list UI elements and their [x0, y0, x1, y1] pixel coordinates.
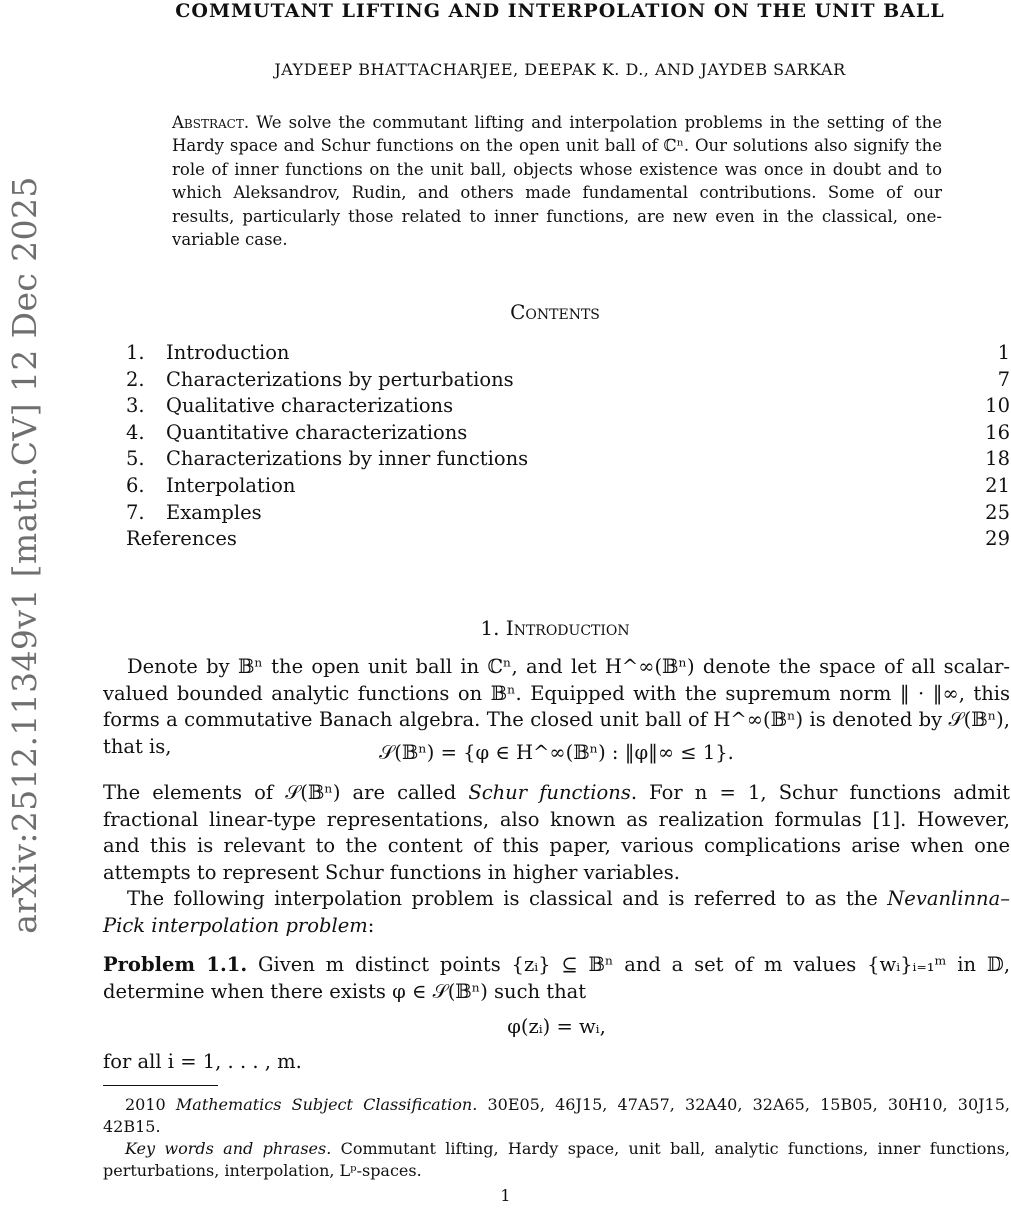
toc-number: 1. — [126, 341, 145, 364]
toc-label: Quantitative characterizations — [166, 420, 468, 444]
keywords-label: Key words and phrases. — [125, 1139, 332, 1158]
toc-entry[interactable] — [126, 500, 1010, 527]
footnote-keywords — [103, 1138, 1010, 1182]
toc-number: 2. — [126, 367, 145, 391]
toc-number: 6. — [126, 473, 145, 497]
toc-label: Introduction — [166, 341, 290, 364]
toc-page: 25 — [985, 500, 1010, 524]
toc-number: 3. — [126, 394, 145, 418]
toc-page: 1 — [997, 341, 1010, 364]
footnote-msc — [103, 1094, 1010, 1138]
schur-class-equation: 𝒮(𝔹ⁿ) = {φ ∈ H^∞(𝔹ⁿ) : ‖φ‖∞ ≤ 1}. — [379, 741, 734, 764]
toc-number: 5. — [126, 447, 145, 471]
toc-entry[interactable] — [126, 446, 1010, 473]
p2-text-a: The elements of 𝒮(𝔹ⁿ) are called — [103, 781, 469, 804]
p3-text-a: The following interpolation problem is classical and is referred to as the — [127, 887, 888, 910]
section-heading-introduction: 1. Introduction — [480, 616, 630, 640]
paper-title: COMMUTANT LIFTING AND INTERPOLATION ON THE UNIT BALL — [175, 0, 945, 22]
toc-entry[interactable] — [126, 393, 1010, 420]
contents-heading: Contents — [510, 300, 600, 324]
abstract-text: We solve the commutant lifting and interpolation problems in the setting of the Hardy space and Schur functions on the open unit ball of ℂⁿ. Our solutions also signify the role of inner functions on the unit ball, objects whose existence was once in doubt and to which Aleksandrov, Rudin, and others made fundamental contributions. Some of our results, particularly those related to inner functions, are new even in the classical, one-variable case. — [172, 113, 942, 250]
toc-page: 16 — [985, 420, 1010, 444]
toc-entry[interactable] — [126, 526, 1010, 553]
msc-label: Mathematics Subject Classification. — [175, 1095, 478, 1114]
problem-label: Problem 1.1. — [103, 953, 248, 976]
toc-number: 7. — [126, 500, 145, 524]
toc-label: Qualitative characterizations — [166, 394, 454, 418]
toc-label: Characterizations by inner functions — [166, 447, 529, 471]
intro-paragraph-2 — [103, 780, 1010, 886]
arxiv-stamp-text: arXiv:2512.11349v1 [math.CV] 12 Dec 2025 — [4, 176, 44, 934]
toc-page: 29 — [985, 527, 1010, 551]
abstract — [172, 111, 942, 251]
arxiv-identifier-stamp — [0, 0, 50, 934]
interpolation-equation: φ(zᵢ) = wᵢ, — [507, 1015, 606, 1038]
nevanlinna-pick-term: Nevanlinna–Pick interpolation problem — [103, 887, 1010, 937]
schur-functions-term: Schur functions — [468, 781, 631, 804]
msc-codes: 30E05, 46J15, 47A57, 32A40, 32A65, 15B05, 30H10, 30J15, 42B15. — [103, 1095, 1010, 1136]
paper-authors: JAYDEEP BHATTACHARJEE, DEEPAK K. D., AND JAYDEB SARKAR — [274, 60, 846, 79]
toc-label: Examples — [166, 500, 262, 524]
p3-text-b: : — [367, 913, 375, 937]
problem-continuation: for all i = 1, . . . , m. — [103, 1050, 302, 1073]
problem-1-1 — [103, 952, 1010, 1005]
toc-page: 18 — [985, 447, 1010, 471]
toc-label: Interpolation — [166, 473, 296, 497]
footnote-divider — [103, 1085, 218, 1086]
toc-page: 10 — [985, 394, 1010, 418]
toc-label: References — [126, 527, 237, 551]
toc-page: 21 — [985, 473, 1010, 497]
toc-entry[interactable] — [126, 340, 1010, 367]
toc-number: 4. — [126, 420, 145, 444]
toc-entry[interactable] — [126, 367, 1010, 394]
problem-text: Given m distinct points {zᵢ} ⊆ 𝔹ⁿ and a set of m values {wᵢ}ᵢ₌₁ᵐ in 𝔻, determine when there exists φ ∈ 𝒮(𝔹ⁿ) such that — [103, 953, 1011, 1003]
toc-entry[interactable] — [126, 473, 1010, 500]
table-of-contents — [126, 340, 1010, 553]
abstract-label: Abstract. — [172, 113, 250, 132]
toc-page: 7 — [997, 367, 1010, 391]
keywords-text: Commutant lifting, Hardy space, unit ball, analytic functions, inner functions, perturbations, interpolation, Lᵖ-spaces. — [103, 1139, 1011, 1180]
intro-paragraph-1: Denote by 𝔹ⁿ the open unit ball in ℂⁿ, and let H^∞(𝔹ⁿ) denote the space of all scalar-valued bounded analytic functions on 𝔹ⁿ. Equipped with the supremum norm ‖ · ‖∞, this forms a commutative Banach algebra. The closed unit ball of H^∞(𝔹ⁿ) is denoted by 𝒮(𝔹ⁿ), that is, — [103, 655, 1010, 758]
page-number: 1 — [500, 1186, 511, 1205]
toc-label: Characterizations by perturbations — [166, 367, 514, 391]
msc-year: 2010 — [125, 1095, 176, 1114]
p2-text-b: . For n = 1, Schur functions admit fractional linear-type representations, also known as realization formulas [1]. However, and this is relevant to the content of this paper, various complications arise when one attempts to represent Schur functions in higher variables. — [103, 781, 1010, 884]
toc-entry[interactable] — [126, 420, 1010, 447]
intro-paragraph-3 — [103, 886, 1010, 939]
